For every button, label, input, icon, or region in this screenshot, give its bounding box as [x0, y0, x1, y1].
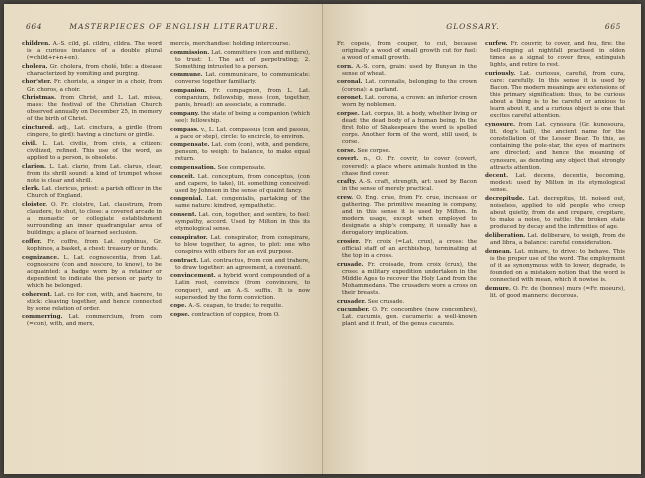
- entry-definition: Lat. decens, decentis, becoming, modest: used by Milton in its etymological sense.: [490, 173, 625, 194]
- glossary-entry: [170, 88, 310, 109]
- running-title: GLOSSARY.: [446, 22, 500, 31]
- entry-definition: A.-S. corn, grain: used by Bunyan in the sense of wheat.: [342, 63, 478, 77]
- glossary-entry: [337, 41, 477, 62]
- entry-definition: L. Lat. civilis, from civis, a citizen: civilized, refined. This use of the word, as applied to a person, is obsolete.: [27, 140, 162, 161]
- entry-headword: convincement.: [170, 273, 216, 280]
- entry-headword: copse.: [170, 311, 190, 318]
- entry-headword: curfew.: [485, 41, 508, 47]
- left-column-1: [22, 41, 162, 330]
- glossary-entry: [22, 79, 162, 93]
- entry-headword: cynosure.: [485, 122, 516, 129]
- glossary-entry: [22, 292, 162, 313]
- entry-definition: from Christ, and L. Lat. missa, mass: the festival of the Christian Church observed annually on December 25, in memory of the birth of Christ.: [27, 95, 162, 123]
- entry-headword: crew.: [337, 194, 354, 201]
- entry-headword: commission.: [170, 49, 210, 56]
- glossary-entry: [337, 239, 477, 260]
- entry-headword: chor'ster.: [22, 79, 52, 86]
- glossary-entry: [22, 95, 162, 123]
- glossary-entry: [22, 186, 162, 200]
- entry-headword: contract.: [170, 257, 199, 264]
- glossary-entry: [170, 174, 310, 195]
- entry-headword: commerring.: [22, 314, 63, 321]
- right-page: [323, 4, 641, 474]
- entry-headword: compensation.: [170, 165, 216, 171]
- entry-headword: children.: [22, 41, 51, 47]
- entry-definition: Lat. commercium, from com (=con), with, and merx,: [27, 314, 162, 328]
- glossary-entry: [170, 212, 310, 233]
- entry-headword: cloister.: [22, 201, 48, 208]
- entry-definition: Fr. copeis, from couper, to cut, because originally a wood of small growth cut for fuel: a wood of small growth.: [337, 41, 477, 62]
- glossary-entry: [337, 299, 477, 306]
- entry-headword: coronal.: [337, 79, 363, 86]
- glossary-entry: [485, 286, 625, 300]
- entry-definition: O. Fr. de (bonnes) murs (=Fr. moeurs), lit. of good manners: decorous.: [490, 285, 625, 299]
- entry-headword: crusade.: [337, 261, 364, 268]
- entry-definition: contraction of coppice, from O.: [191, 311, 280, 318]
- entry-headword: conspirator.: [170, 234, 208, 241]
- glossary-entry: [337, 64, 477, 78]
- glossary-entry: [22, 314, 162, 328]
- glossary-entry: [170, 111, 310, 125]
- entry-definition: Fr. coffre, from Lat. cophinus, Gr. kophinos, a basket, a chest: treasury or funds.: [27, 238, 162, 253]
- left-column-2: [170, 41, 310, 330]
- glossary-entry: [22, 239, 162, 253]
- entry-definition: adj., Lat. cinctura, a girdle (from cingere, to gird): having a cincture or girdle.: [27, 125, 163, 139]
- entry-definition: Fr. croix (=Lat. crux), a cross: the official staff of an archbishop, terminating at the top in a cross.: [342, 238, 478, 260]
- entry-definition: O. Eng. crue, from Fr. crue, increase or gathering. The primitive meaning is company, and in this sense it is used by Milton. In modern usage, except when employed to designate a ship's company, it usually has a derogatory implication.: [342, 194, 477, 237]
- entry-headword: crafty.: [337, 179, 357, 186]
- entry-definition: Lat. curiosus, careful, from cura, care: carefully. In this sense it is used by Bacon. The modern meanings are extensions of this primary signification: thus, to be curious about a thing is to be careful or anxious to learn about it, and a curious object is one that excites careful attention.: [490, 70, 625, 120]
- entry-definition: Lat. minare, to drive: to behave. This is the proper use of the word. The employment of it as synonymous with to lower, degrade, is founded on a mistaken notion that the word is connected with mean, which it nowise is.: [490, 248, 625, 283]
- entry-definition: Gr. cholera, from cholé, bile: a disease characterized by vomiting and purging.: [27, 63, 162, 77]
- glossary-entry: [485, 41, 625, 69]
- glossary-entry: [170, 127, 310, 141]
- entry-definition: n., O. Fr. covrir, to cover (covert, covered): a place where animals hunted in the chase find cover.: [342, 156, 478, 177]
- glossary-entry: [337, 307, 477, 328]
- glossary-entry: [22, 125, 162, 139]
- glossary-entry: [170, 312, 310, 319]
- entry-definition: L. Lat. clario, from Lat. clarus, clear, from its shrill sound: a kind of trumpet whose note is clear and shrill.: [27, 163, 162, 184]
- entry-definition: See corpse.: [357, 147, 391, 154]
- glossary-entry: [485, 71, 625, 121]
- entry-headword: consent.: [170, 212, 197, 219]
- entry-headword: decent.: [485, 173, 509, 180]
- glossary-entry: [22, 41, 162, 62]
- entry-headword: corse.: [337, 147, 356, 154]
- entry-definition: Lat. con, together, and sentire, to feel: sympathy, accord. Used by Milton in this its etymological sense.: [175, 212, 310, 233]
- entry-headword: cucumber.: [337, 307, 370, 314]
- entry-headword: Christmas.: [22, 95, 56, 102]
- entry-definition: Lat. co for con, with, and haerere, to stick: cleaving together, and hence connected by some relation of order.: [27, 291, 162, 312]
- glossary-entry: [170, 50, 310, 71]
- entry-headword: decrepitude.: [485, 195, 525, 202]
- glossary-entry: [170, 258, 310, 272]
- glossary-entry: [485, 173, 625, 194]
- entry-headword: commune.: [170, 72, 203, 79]
- entry-definition: Lat. clericus, priest: a parish officer in the Church of England.: [27, 186, 162, 200]
- entry-headword: clerk.: [22, 186, 40, 193]
- entry-definition: A.-S. cild, pl. cildru, cildra. The word is a curious instance of a double plural (=child+r+n+en).: [27, 41, 162, 62]
- entry-definition: O. Fr. concombre (now concombre), Lat. cucumis, gen. cucumeris: a well-known plant and it fruit, of the genus cucumis.: [342, 307, 478, 328]
- right-page-header: [341, 22, 621, 31]
- entry-headword: companion.: [170, 88, 207, 95]
- entry-headword: company.: [170, 110, 200, 117]
- entry-definition: See crusade.: [367, 298, 405, 305]
- entry-headword: congenial.: [170, 196, 203, 203]
- glossary-entry: [337, 148, 477, 155]
- glossary-entry: [170, 196, 310, 210]
- glossary-entry: [337, 156, 477, 177]
- glossary-entry: [337, 179, 477, 193]
- glossary-entry: [22, 164, 162, 185]
- entry-definition: from Lat. cynosura (Gr. kunosoura, lit. dog's tail), the ancient name for the constellation of the Lesser Bear. To this, as containing the pole-star, the eyes of mariners are directed; and hence the meaning of cynosure, as denoting any object that strongly attracts attention.: [490, 122, 625, 171]
- entry-headword: covert.: [337, 156, 359, 163]
- glossary-entry: [170, 235, 310, 256]
- entry-headword: clarion.: [22, 163, 46, 170]
- glossary-entry: [22, 64, 162, 78]
- entry-definition: the state of being a companion (which see): fellowship.: [175, 110, 310, 124]
- entry-headword: deliberation.: [485, 232, 526, 239]
- entry-definition: Lat. corona, a crown: an inferior crown worn by noblemen.: [342, 95, 477, 109]
- glossary-entry: [170, 72, 310, 86]
- right-column-2: [485, 41, 625, 330]
- entry-definition: Fr. croisade, from croix (crux), the cross: a military expedition undertaken in the Middle Ages to recover the Holy Land from the Mohammedans. The crusaders wore a cross on their breasts.: [342, 261, 477, 297]
- right-column-1: [337, 41, 477, 330]
- entry-definition: Fr. compagnon, from L. Lat. companium, fellowship, mess (con, together, panis, bread): an associate, a comrade.: [175, 88, 311, 109]
- entry-definition: Lat. conspirator, from conspirare, to blow together, to agree, to plot: one who conspires with others for an evil purpose.: [175, 234, 310, 256]
- entry-definition: Lat. contractus, from con and trahere, to draw together: an agreement, a covenant.: [175, 257, 310, 271]
- left-page: [4, 4, 322, 474]
- book-spread: [4, 4, 641, 474]
- running-title: MASTERPIECES OF ENGLISH LITERATURE.: [69, 22, 279, 31]
- entry-headword: coffer.: [22, 238, 42, 245]
- entry-headword: crusader.: [337, 298, 367, 305]
- page-number: 665: [604, 22, 621, 31]
- entry-headword: compensate.: [170, 142, 210, 149]
- entry-definition: Lat. corpus, lit. a body, whether living or dead: the dead body of a human being. In the first folio of Shakespeare the word is spelled corps. Another form of the word, still used, is corse.: [342, 110, 478, 146]
- glossary-entry: [485, 233, 625, 247]
- entry-headword: conceit.: [170, 173, 195, 180]
- glossary-entry: [170, 273, 310, 301]
- entry-definition: Lat. com (con), with, and pendere, pensum, to weigh: to balance, to make equal return.: [175, 142, 310, 163]
- entry-headword: cope.: [170, 303, 187, 310]
- glossary-entry: [337, 79, 477, 93]
- entry-headword: compass.: [170, 126, 199, 133]
- entry-headword: civil.: [22, 140, 37, 147]
- entry-definition: Lat. communicare, to communicate: converse together familiarly.: [175, 72, 311, 86]
- entry-definition: A.-S. ceapan, to trade; to requite.: [188, 303, 283, 310]
- glossary-entry: [337, 195, 477, 238]
- entry-headword: demure.: [485, 285, 511, 292]
- glossary-entry: [22, 202, 162, 237]
- glossary-entry: [170, 41, 310, 48]
- entry-headword: crosier.: [337, 238, 361, 245]
- entry-headword: demean.: [485, 248, 512, 255]
- entry-definition: Lat. committere (con and mittere), to trust: 1. The act of perpetrating; 2. Something intrusted to a person.: [175, 49, 310, 70]
- entry-headword: curiously.: [485, 70, 516, 77]
- entry-headword: cholera.: [22, 63, 48, 70]
- glossary-entry: [22, 141, 162, 162]
- entry-headword: corn.: [337, 63, 354, 70]
- glossary-entry: [485, 122, 625, 172]
- entry-definition: Fr. choriste, a singer in a choir, from Gr. choros, a choir.: [27, 79, 162, 93]
- glossary-entry: [485, 196, 625, 231]
- entry-definition: v., L. Lat. compassus (con and passus, a pace or step), circle: to encircle, to environ.: [175, 126, 310, 140]
- entry-definition: Fr. couvrir, to cover, and feu, fire: the bell-ringing at nightfall practised in olden times as a signal to cover fires, extinguish lights, and retire to rest.: [490, 41, 625, 69]
- entry-headword: coherent.: [22, 291, 52, 298]
- glossary-entry: [22, 255, 162, 290]
- glossary-entry: [170, 142, 310, 163]
- entry-definition: Lat. deliberare, to weigh, from de and libra, a balance: careful consideration.: [490, 232, 625, 247]
- entry-definition: Lat. decrepitus, lit. noised out, noiseless, applied to old people who creep about quietly, from de and crepare, crepitare, to make a noise, to rattle: the broken state produced by decay and the infirmities of age.: [490, 195, 626, 231]
- glossary-entry: [170, 303, 310, 310]
- glossary-entry: [337, 111, 477, 146]
- entry-definition: L. Lat. cognoscentia, from Lat. cognoscere (con and noscere, to know), to be acquainted: a badge worn by a retainer or dependent to indicate the person or party to which he belonged.: [27, 254, 162, 289]
- entry-definition: a hybrid word compounded of a Latin root, convince (from convincere, to conquer), and an A.-S. suffix. It is now superseded by the form conviction.: [175, 273, 310, 301]
- glossary-entry: [337, 262, 477, 297]
- entry-definition: Lat. conceptum, from conceptus, (con and capere, to take), lit. something conceived: used by Johnson in the sense of quaint fancy.: [175, 173, 311, 194]
- left-page-header: [26, 22, 306, 31]
- page-number: 664: [26, 22, 43, 31]
- entry-definition: Lat. congenialis, partaking of the same nature: kindred, sympathetic.: [175, 196, 310, 210]
- glossary-entry: [485, 249, 625, 284]
- glossary-entry: [170, 165, 310, 172]
- entry-headword: cinctured.: [22, 125, 55, 132]
- entry-headword: coronet.: [337, 95, 363, 102]
- entry-definition: See compensate.: [217, 165, 266, 171]
- entry-definition: Lat. coronalis, belonging to the crown (corona): a garland.: [342, 79, 477, 93]
- entry-definition: mercis, merchandise: holding intercourse.: [170, 41, 291, 47]
- glossary-entry: [337, 95, 477, 109]
- entry-definition: O. Fr. cloistre, Lat. claustrum, from claudere, to shut, to close: a covered arcade in a monastic or collegiate establishment surrounding an inner quadrangular area of buildings; a place of learned seclusion.: [27, 201, 163, 237]
- entry-definition: A.-S. craft, strength, art: used by Bacon in the sense of merely practical.: [342, 179, 477, 193]
- entry-headword: corpse.: [337, 110, 360, 117]
- entry-headword: cognizance.: [22, 254, 60, 261]
